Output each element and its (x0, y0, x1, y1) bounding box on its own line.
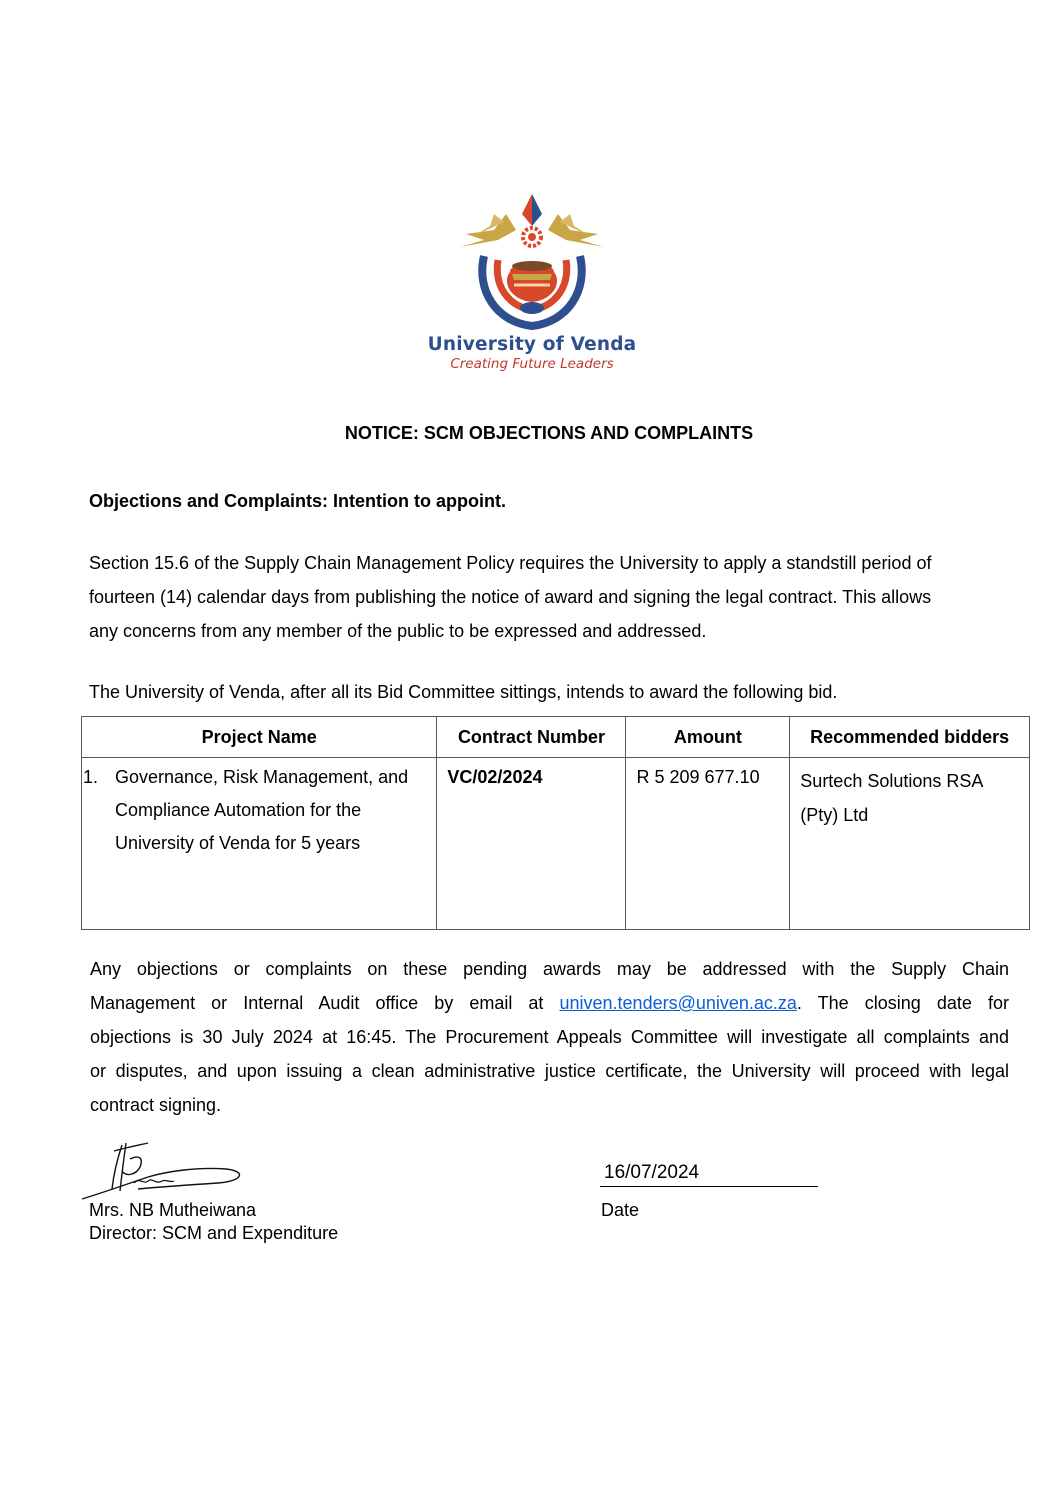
logo-tagline: Creating Future Leaders (450, 356, 614, 372)
project-name-line: Governance, Risk Management, and (115, 767, 409, 787)
project-name-line: Compliance Automation for the (115, 800, 362, 820)
date-underline (600, 1186, 818, 1187)
tenders-email-link[interactable]: univen.tenders@univen.ac.za (559, 993, 797, 1013)
paragraph-line: any concerns from any member of the public to be expressed and addressed. (89, 621, 707, 641)
handwritten-signature (78, 1137, 248, 1205)
row-number: 1. (83, 767, 99, 787)
award-intro: The University of Venda, after all its Bid Committee sittings, intends to award the following bid. (89, 682, 838, 702)
bidder-line: Surtech Solutions RSA (800, 771, 984, 791)
amount-cell: R 5 209 677.10 (626, 758, 790, 930)
signatory-name: Mrs. NB Mutheiwana (89, 1200, 257, 1220)
header-project-name: Project Name (82, 717, 437, 758)
text-fragment: Management or Internal Audit office by email at (90, 993, 560, 1013)
paragraph-line: or disputes, and upon issuing a clean administrative justice certificate, the University will proceed with legal (90, 1061, 1009, 1081)
date-label: Date (601, 1200, 640, 1220)
header-amount: Amount (626, 717, 790, 758)
text-fragment: . The closing date for (796, 993, 1009, 1013)
logo-university-name: University of Venda (427, 334, 637, 355)
header-contract-number: Contract Number (437, 717, 626, 758)
table-header-row (82, 717, 1030, 758)
bid-award-table (81, 716, 1030, 930)
contract-number-cell: VC/02/2024 (437, 758, 626, 930)
university-crest-icon (454, 190, 610, 332)
paragraph-line: contract signing. (90, 1095, 222, 1115)
recommended-bidder-cell (790, 758, 1030, 930)
signatory-title: Director: SCM and Expenditure (89, 1223, 339, 1243)
university-logo (412, 190, 652, 375)
standstill-paragraph (89, 546, 1019, 648)
table-row (82, 758, 1030, 930)
section-heading: Objections and Complaints: Intention to appoint. (89, 491, 506, 511)
date-value: 16/07/2024 (604, 1162, 700, 1183)
paragraph-line: objections is 30 July 2024 at 16:45. The Procurement Appeals Committee will investigate all complaints and (90, 1027, 1009, 1047)
paragraph-line: fourteen (14) calendar days from publishing the notice of award and signing the legal contract. This allows (89, 587, 932, 607)
bidder-line: (Pty) Ltd (800, 805, 869, 825)
paragraph-line: Any objections or complaints on these pending awards may be addressed with the Supply Chain (90, 959, 1009, 979)
header-recommended-bidders: Recommended bidders (790, 717, 1030, 758)
project-name-line: University of Venda for 5 years (115, 833, 361, 853)
objections-paragraph (90, 952, 1009, 1122)
project-name-cell (82, 758, 437, 930)
notice-title: NOTICE: SCM OBJECTIONS AND COMPLAINTS (344, 423, 754, 443)
paragraph-line (90, 986, 1009, 1020)
paragraph-line: Section 15.6 of the Supply Chain Management Policy requires the University to apply a standstill period of (89, 553, 932, 573)
